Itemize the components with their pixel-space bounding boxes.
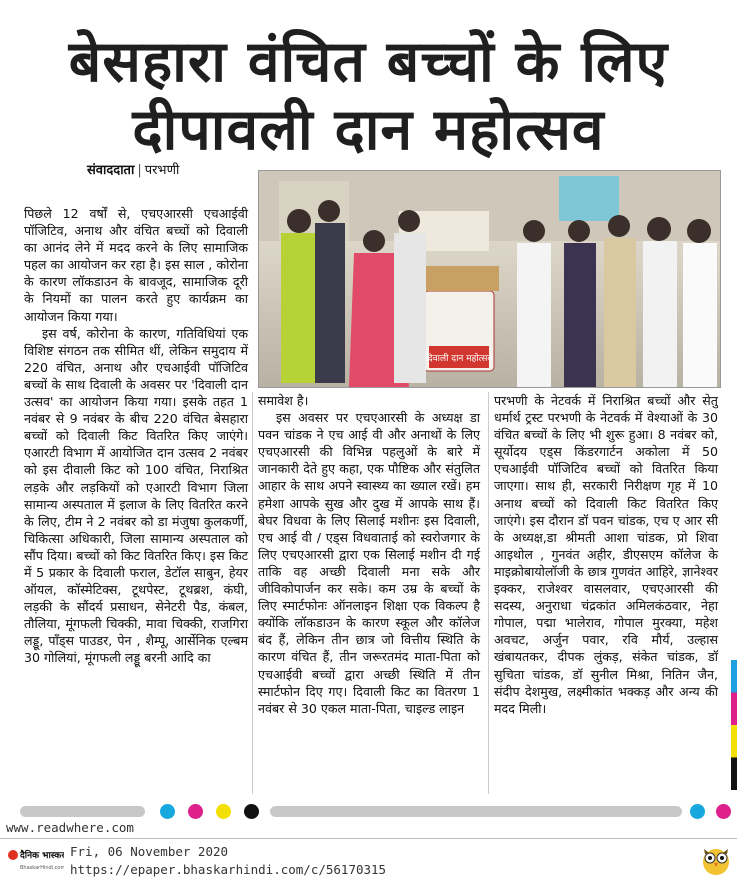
byline-place: परभणी	[144, 163, 180, 178]
paragraph: पिछले 12 वर्षों से, एचएआरसी एचआईवी पॉजिटिव, अनाथ और वंचित बच्चों को दिवाली का आनंद लेने में मदद करने के लिए सामाजिक पहल का आयोजन कर रहा है। इस साल , कोरोना के कारण लॉकडाउन के बावजूद, सामाजिक दूरी के नियमों का पालन करते हुए कार्यक्रम का आयोजन किया गया।	[24, 206, 248, 324]
paragraph: इस अवसर पर एचएआरसी के अध्यक्ष डा पवन चांडक ने एच आई वी और अनाथों के लिए एचएआरसी की विभिन्न पहलुओं के बारे में जानकारी देते हुए कहा, एक पौष्टिक और संतुलित आहार के साथ अपने स्वास्थ्य का ख्याल रखें। हम हमेशा आपके सुख और दुख में आपके साथ हैं। बेघर विधवा के लिए सिलाई मशीनः इस दिवाली, एच आई वी / एड्स विधवाताई को स्वरोजगार के लिए एचएआरसी द्वारा एक सिलाई मशीन दी गई ताकि वह अच्छी दिवाली मना सके और जीविकोपार्जन कर सके। कम उम्र के बच्चों के लिए स्मार्टफोनः ऑनलाइन शिक्षा एक विकल्प है क्योंकि लॉकडाउन के कारण स्कूल और कॉलेज बंद हैं, लेकिन तीन छात्र जो वित्तीय स्थिति के कारण वंचित हैं, तीन जरूरतमंद माता-पिता को एचआईवी बच्चों द्वारा अच्छी स्थिति में तीन स्मार्टफोन दिए गए। दिवाली किट का वितरण 1 नवंबर से 30 एकल माता-पिता, चाइल्ड लाइन	[258, 410, 480, 716]
site-watermark[interactable]: www.readwhere.com	[6, 820, 134, 835]
paragraph: इस वर्ष, कोरोना के कारण, गतिविधियां एक विशिष्ट संगठन तक सीमित थीं, लेकिन समुदाय में 220 वंचित, अनाथ और एचआईवी पॉजिटिव बच्चों के साथ दिवाली के अवसर पर 'दिवाली दान उत्सव' का आयोजन किया गया। इसके तहत 1 नवंबर से 9 नवंबर के बीच 220 वंचित बेसहारा बच्चों को दिवाली किट वितरित किए जाएंगे। एआरटी विभाग में आयोजित दान उत्सव 2 नवंबर को इस दीवाली किट को 100 वंचित, निराश्रित लड़के और लड़कियों को एआरटी विभाग जिला सामान्य अस्पताल में इलाज के लिए वितरित करने के लिए, टीम ने 2 नवंबर को डा मंजुषा कुलकर्णी, चिकित्सा अधिकारी, जिला सामान्य अस्पताल को सौंप दिया। बच्चों को किट वितरित किए। इस किट में 5 प्रकार के दिवाली फराल, डेटॉल साबुन, हेयर ऑयल, कॉस्मेटिक्स, टूथपेस्ट, टूथब्रश, कंघी, लड़की के सौंदर्य प्रसाधन, सेनेटरी पैड, कंबल, तौलिया, मूंगफली चिक्की, मावा चिक्की, राजगिरा लड्डू, पॉंड्स पाउडर, पेन , शैम्पू, आर्सेनिक एल्बम 30 गोलियां, मूंगफली लड्डू बरनी आदि का	[24, 325, 248, 666]
headline-line-2: दीपावली दान महोत्सव	[132, 97, 605, 163]
magenta-dot	[188, 804, 203, 819]
epaper-url[interactable]: https://epaper.bhaskarhindi.com/c/56170315	[70, 862, 387, 877]
magenta-dot	[716, 804, 731, 819]
owl-mascot-icon	[699, 843, 733, 877]
photo-banner-text: दिवाली दान महोत्सव	[425, 354, 493, 364]
registration-bar	[270, 806, 682, 817]
edition-date: Fri, 06 November 2020	[70, 844, 229, 859]
registration-bar	[20, 806, 145, 817]
byline	[87, 160, 179, 178]
photo-illustration	[259, 171, 720, 387]
byline-author: संवाददाता	[87, 163, 135, 178]
paragraph: परभणी के नेटवर्क में निराश्रित बच्चों और सेतु धर्मार्थ ट्रस्ट परभणी के नेटवर्क में वेश्याओं के 30 वंचित बच्चों के लिए भी शुरू हुआ। 8 नवंबर को, सूर्योदय एड्स किंडरगार्टन अकोला में 50 एचआईवी पॉजिटिव बच्चों को वितरित किया जाएगा। साथ ही, सरकारी निरीक्षण गृह में 10 अनाथ बच्चों को दिवाली किट वितरित किए जाएंगे। इस दौरान डॉ पवन चांडक, एच ए आर सी के अध्यक्ष,डा श्रीमती आशा चांडक, प्रो शिवा आइथोल , गुनवंत अहीर, डीएसएम कॉलेज के माइक्रोबायोलॉजी के छात्र गुणवंत आहिरे, ज्ञानेश्वर इक्कर, राजेश्वर वासलवार, एचएआरसी की सदस्य, अनुराधा चंद्रकांत अमिलकंठवार, नेहा गोपाल, पद्मा भालेराव, गोपाल मुरक्या, महेश अवचट, अर्जुन पवार, रवि मौर्य, उल्हास खंबायतकर, दीपक लुंकड़, संकेत चांडक, डॉ सुचिता चांडक, डॉ सुनील मिश्रा, नितिन जैन, संदीप देशमुख, लक्ष्मीकांत भक्कड़ और अन्य की मदद मिली।	[494, 393, 718, 716]
cyan-dot	[160, 804, 175, 819]
black-dot	[244, 804, 259, 819]
article-column-1	[24, 205, 248, 667]
paragraph: समावेश है।	[258, 393, 309, 408]
color-registration-strip	[731, 660, 737, 790]
byline-separator: |	[137, 163, 142, 178]
column-divider	[488, 392, 489, 794]
news-photo	[258, 170, 721, 388]
logo-text: दैनिक भास्कर	[20, 851, 64, 861]
yellow-dot	[216, 804, 231, 819]
footer-divider	[0, 838, 737, 839]
headline-line-1: बेसहारा वंचित बच्चों के लिए	[68, 29, 669, 95]
article-column-3	[494, 392, 718, 717]
dainik-bhaskar-logo[interactable]	[6, 845, 64, 875]
column-divider	[252, 392, 253, 794]
logo-subtext: BhaskarHindi.com	[20, 865, 64, 871]
article-column-2	[258, 392, 480, 717]
cyan-dot	[690, 804, 705, 819]
